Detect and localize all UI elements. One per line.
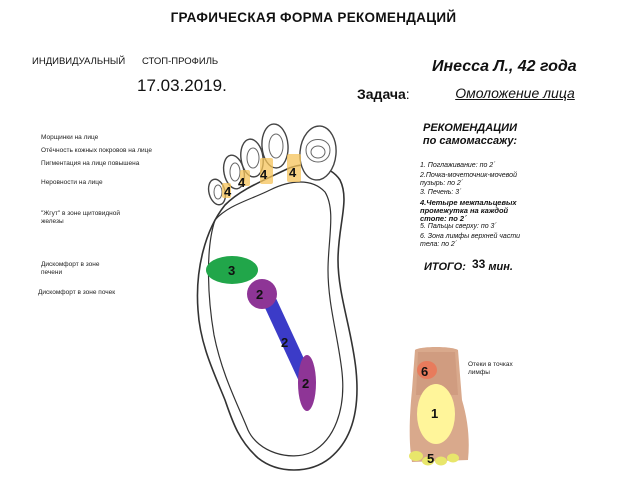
toes-top-number: 5: [427, 451, 435, 466]
recommendation-item: 2.Почка-мочеточник-мочевой пузырь: по 2´: [420, 172, 517, 187]
symptom-label: Дискомфорт в зоне печени: [41, 261, 100, 276]
symptom-label: Дискомфорт в зоне почек: [38, 289, 116, 296]
task-value: Омоложение лица: [455, 85, 575, 101]
foot-top-illustration: [409, 347, 469, 466]
toe-gap-number: 4: [238, 175, 246, 190]
recommendation-item: 6. Зона лимфы верхней части тела: по 2´: [420, 233, 521, 248]
lymph-number: 6: [421, 364, 429, 379]
symptom-label: Неровности на лице: [41, 179, 103, 186]
toe-gap-number: 4: [260, 167, 268, 182]
recommendation-item: 4.Четыре межпальцевых промежутка на каждой стопе: по 2´: [420, 198, 517, 223]
recommendation-item: 5. Пальцы сверху: по 3´: [420, 223, 497, 230]
lymph-label: Отеки в точках лимфы: [468, 361, 513, 376]
symptom-label: Пигментация на лице повышена: [41, 160, 140, 167]
recommendation-item: 1. Поглаживание: по 2´: [420, 162, 496, 169]
recommendation-item: 3. Печень: 3´: [420, 189, 462, 196]
profile-date: 17.03.2019.: [137, 76, 227, 95]
toe-gap-number: 4: [224, 184, 232, 199]
liver-number: 3: [228, 263, 236, 278]
symptom-label: Морщинки на лице: [41, 134, 99, 141]
task-label: Задача:: [357, 86, 410, 102]
page-title: ГРАФИЧЕСКАЯ ФОРМА РЕКОМЕНДАЦИЙ: [170, 10, 457, 25]
symptom-label: "Жгут" в зоне щитовидной железы: [41, 210, 121, 225]
profile-label-left: ИНДИВИДУАЛЬНЫЙ: [32, 56, 126, 67]
total-time: ИТОГО: 33 мин.: [424, 257, 513, 273]
symptom-label: Отёчность кожных покровов на лице: [41, 147, 152, 154]
bladder-number: 2: [302, 376, 310, 391]
top-of-foot-number: 1: [431, 406, 439, 421]
client-name: Инесса Л., 42 года: [432, 58, 577, 75]
ureter-number: 2: [281, 335, 289, 350]
toe-gap-number: 4: [289, 165, 297, 180]
recommendations-title: РЕКОМЕНДАЦИИ по самомассажу:: [422, 122, 518, 147]
kidney-number: 2: [256, 287, 264, 302]
profile-label-right: СТОП-ПРОФИЛЬ: [142, 56, 219, 67]
